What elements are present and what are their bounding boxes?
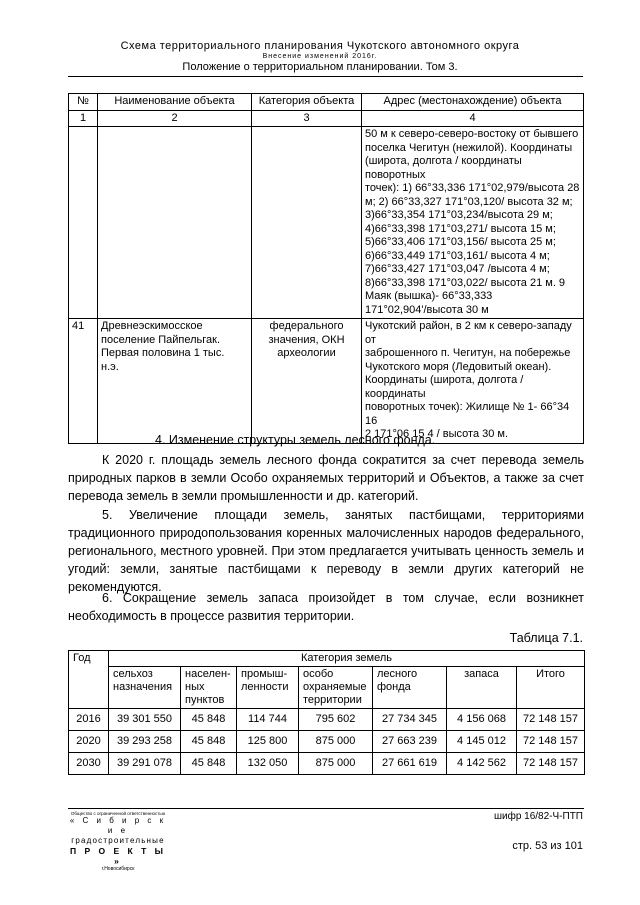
- header-line: территории: [303, 694, 362, 706]
- address-line: (широта, долгота / координаты поворотных: [365, 155, 522, 181]
- address-line: Маяк (вышка)- 66°33,333: [365, 290, 493, 302]
- document-title: Схема территориального планирования Чукотского автономного округа: [120, 40, 520, 52]
- value-cell: 27 734 345: [373, 709, 447, 731]
- col-header-reserve: [447, 667, 517, 709]
- value-cell: 27 661 619: [373, 753, 447, 775]
- col-header-agricultural: [109, 667, 181, 709]
- logo-line: П Р О Е К Т Ы »: [70, 846, 166, 866]
- col-header-protected: [299, 667, 373, 709]
- address-line: точек): 1) 66°33,336 171°02,979/высота 28: [365, 182, 580, 194]
- value-cell: 875 000: [299, 753, 373, 775]
- table-row: [69, 709, 585, 731]
- objects-table-header-row: [69, 94, 584, 111]
- value-cell: 4 142 562: [447, 753, 517, 775]
- cell-empty: [69, 127, 98, 319]
- value-cell: 45 848: [181, 709, 237, 731]
- address-line: 3)66°33,354 171°03,234/высота 29 м;: [365, 209, 553, 221]
- objects-table: [68, 93, 584, 444]
- table-row: [69, 127, 584, 319]
- address-line: Чукотского моря (Ледовитый океан).: [365, 360, 552, 373]
- value-cell: 39 291 078: [109, 753, 181, 775]
- object-category-line: археологии: [277, 347, 336, 359]
- col-number: 3: [252, 110, 362, 127]
- object-name-line: Древнеэскимосское: [101, 320, 203, 332]
- address-line: 4)66°33,398 171°03,271/ высота 15 м;: [365, 222, 556, 235]
- row-number: 41: [69, 319, 98, 444]
- continued-address-cell: [362, 127, 584, 319]
- header-line: промыш-: [241, 668, 288, 680]
- header-line: лесного: [377, 668, 418, 680]
- header-line: запаса: [464, 668, 499, 680]
- address-line: заброшенного п. Чегитун, на побережье: [365, 347, 571, 359]
- object-name-line: н.э.: [101, 360, 119, 373]
- object-category-cell: [252, 319, 362, 444]
- cell-empty: [98, 127, 252, 319]
- year-cell: 2016: [69, 709, 109, 731]
- value-cell: 45 848: [181, 753, 237, 775]
- table-row: [69, 731, 585, 753]
- address-line: поворотных точек): Жилище № 1- 66°34 16: [365, 401, 570, 427]
- paragraph-pastures: 5. Увеличение площади земель, занятых пастбищами, территориями традиционного природопользования коренных малочисленных народов федерального, регионального, местного уровней. При этом предлагается учитывать ценность земель и угодий: земли, занятые пастбищами к переводу в земли других категорий не рекомендуются.: [68, 508, 584, 594]
- address-line: 8)66°33,398 171°03,022/ высота 21 м. 9: [365, 276, 566, 289]
- col-header-total: [517, 667, 585, 709]
- document-subtitle: Внесение изменений 2016г.: [262, 53, 378, 60]
- page-number: стр. 53 из 101: [512, 840, 583, 852]
- section-heading-4: 4. Изменение структуры земель лесного фонда.: [155, 433, 436, 447]
- address-line: Координаты (широта, долгота / координаты: [365, 374, 524, 400]
- header-num: №: [69, 94, 98, 111]
- header-line: охраняемые: [303, 681, 367, 693]
- table71-header-row: [69, 651, 585, 667]
- paragraph-reserve-lands: 6. Сокращение земель запаса произойдет в том случае, если возникнет необходимость в процессе развития территории.: [68, 591, 584, 623]
- header-line: назначения: [113, 681, 173, 693]
- value-cell: 795 602: [299, 709, 373, 731]
- value-cell: 27 663 239: [373, 731, 447, 753]
- address-line: 6)66°33,449 171°03,161/ высота 4 м;: [365, 249, 550, 262]
- value-cell: 39 301 550: [109, 709, 181, 731]
- address-line: Чукотский район, в 2 км к северо-западу от: [365, 320, 572, 346]
- header-line: Итого: [536, 668, 565, 680]
- logo-line: градостроительные: [71, 836, 165, 845]
- address-line: поселка Чегитун (нежилой). Координаты: [365, 141, 573, 154]
- header-line: ленности: [241, 681, 289, 693]
- category-group-header: Категория земель: [109, 651, 585, 667]
- header-category: Категория объекта: [252, 94, 362, 111]
- value-cell: 4 145 012: [447, 731, 517, 753]
- col-header-settlements: [181, 667, 237, 709]
- object-category-line: значения, ОКН: [268, 333, 345, 346]
- value-cell: 875 000: [299, 731, 373, 753]
- logo-line: « С и б и р с к и е: [69, 816, 167, 835]
- year-cell: 2020: [69, 731, 109, 753]
- header-divider: [68, 76, 583, 77]
- document-cipher: шифр 16/82-Ч-ПТП: [493, 811, 583, 822]
- col-header-industry: [237, 667, 299, 709]
- table-row: [69, 319, 584, 444]
- col-number: 1: [69, 110, 98, 127]
- logo-line: Общество с ограниченной ответственностью: [70, 811, 166, 816]
- header-line: населен-: [185, 668, 231, 680]
- col-number: 2: [98, 110, 252, 127]
- value-cell: 132 050: [237, 753, 299, 775]
- header-line: пунктов: [185, 694, 225, 706]
- land-categories-table: [68, 650, 585, 775]
- object-name-line: Первая половина 1 тыс.: [101, 347, 225, 359]
- object-name-line: поселение Пайпельгак.: [101, 333, 221, 346]
- year-header: Год: [69, 651, 109, 709]
- value-cell: 72 148 157: [517, 709, 585, 731]
- footer-divider: [68, 808, 584, 809]
- col-header-forest: [373, 667, 447, 709]
- cell-empty: [252, 127, 362, 319]
- object-address-cell: [362, 319, 584, 444]
- col-number: 4: [362, 110, 584, 127]
- value-cell: 114 744: [237, 709, 299, 731]
- header-name: Наименование объекта: [98, 94, 252, 111]
- value-cell: 72 148 157: [517, 731, 585, 753]
- address-line: 171°02,904'/высота 30 м: [365, 303, 489, 316]
- value-cell: 4 156 068: [447, 709, 517, 731]
- header-line: особо: [303, 668, 334, 680]
- objects-table-numbering-row: [69, 110, 584, 127]
- header-line: сельхоз: [113, 668, 153, 680]
- object-name-cell: [98, 319, 252, 444]
- logo-line: г.Новосибирск: [101, 866, 135, 872]
- document-section: Положение о территориальном планировании. Том 3.: [182, 61, 458, 73]
- value-cell: 45 848: [181, 731, 237, 753]
- address-line: 2 171°06 15 4 / высота 30 м.: [365, 428, 509, 440]
- address-line: м; 2) 66°33,327 171°03,120/ высота 32 м;: [365, 195, 573, 208]
- address-line: 50 м к северо-северо-востоку от бывшего: [365, 128, 579, 140]
- header-line: ных: [185, 681, 205, 693]
- address-line: 5)66°33,406 171°03,156/ высота 25 м;: [365, 236, 556, 248]
- table71-subheader-row: [69, 667, 585, 709]
- company-logo: [68, 811, 168, 873]
- table-caption: Таблица 7.1.: [509, 631, 583, 645]
- object-category-line: федерального: [269, 320, 344, 332]
- value-cell: 125 800: [237, 731, 299, 753]
- header-address: Адрес (местонахождение) объекта: [362, 94, 584, 111]
- address-line: 7)66°33,427 171°03,047 /высота 4 м;: [365, 263, 550, 275]
- value-cell: 39 293 258: [109, 731, 181, 753]
- year-cell: 2030: [69, 753, 109, 775]
- value-cell: 72 148 157: [517, 753, 585, 775]
- paragraph-forest-fund: К 2020 г. площадь земель лесного фонда сократится за счет перевода земель природных парков в земли Особо охраняемых территорий и Объектов, а также за счет перевода земель в земли промышленности и др. категорий.: [68, 453, 584, 503]
- table-row: [69, 753, 585, 775]
- header-line: фонда: [377, 681, 411, 693]
